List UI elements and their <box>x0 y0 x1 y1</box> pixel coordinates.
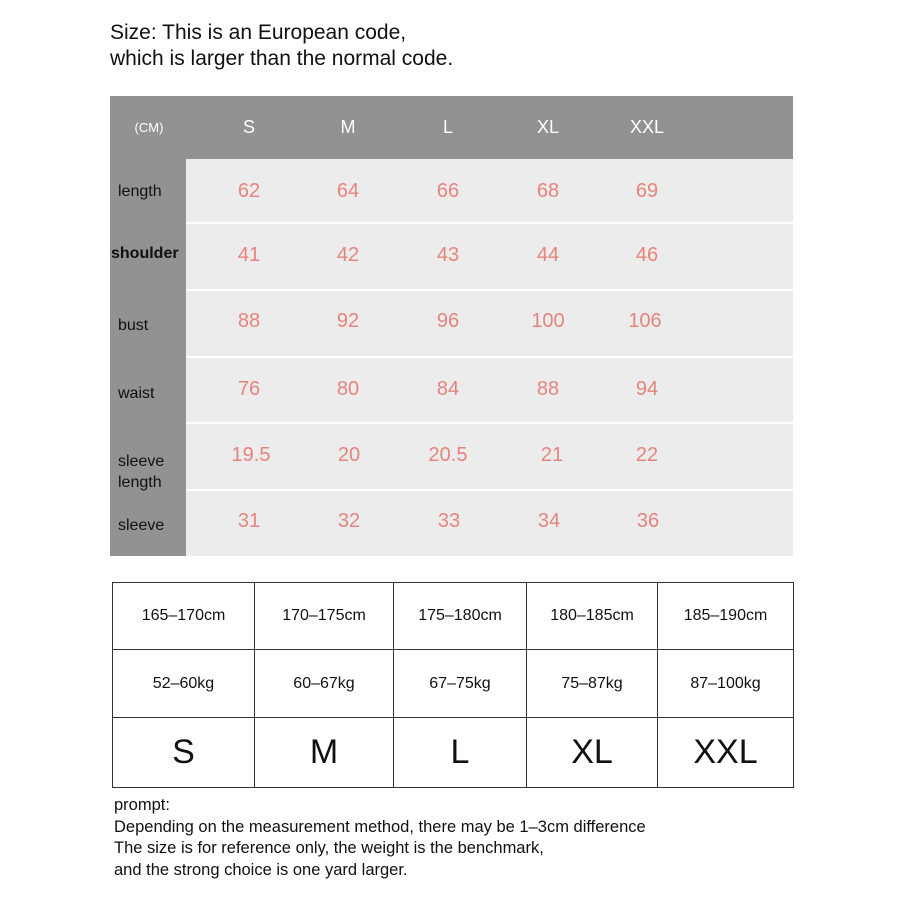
value-bust-xl: 100 <box>531 310 565 332</box>
value-bust-s: 88 <box>237 310 261 332</box>
height-range-xxl: 185–190cm <box>658 583 794 650</box>
prompt-line-2: The size is for reference only, the weight is the benchmark, <box>114 839 544 857</box>
value-sleeve-length-m: 20 <box>337 444 361 466</box>
value-bust-l: 96 <box>436 310 460 332</box>
value-sleeve-m: 32 <box>337 510 361 532</box>
weight-row <box>113 650 794 718</box>
unit-label: (CM) <box>134 120 164 135</box>
value-waist-s: 76 <box>237 378 261 400</box>
prompt-line-3: and the strong choice is one yard larger. <box>114 860 408 879</box>
value-length-s: 62 <box>237 180 261 202</box>
size-header-xl: XL <box>536 117 560 137</box>
size-header-m: M <box>340 117 356 137</box>
weight-range-s: 52–60kg <box>113 650 255 718</box>
value-sleeve-xl: 34 <box>537 510 561 532</box>
row-label-waist: waist <box>118 385 155 402</box>
size-guide-table <box>112 582 794 788</box>
value-waist-xxl: 94 <box>635 378 659 400</box>
value-bust-xxl: 106 <box>628 310 662 332</box>
guide-size-l: L <box>394 718 527 788</box>
weight-range-l: 67–75kg <box>394 650 527 718</box>
height-range-m: 170–175cm <box>255 583 394 650</box>
prompt-note <box>114 795 646 881</box>
row-divider <box>186 289 793 291</box>
value-shoulder-s: 41 <box>237 244 261 266</box>
row-divider <box>186 489 793 491</box>
value-length-xl: 68 <box>536 180 560 202</box>
height-range-xl: 180–185cm <box>527 583 658 650</box>
measurement-label-column <box>110 159 186 556</box>
value-sleeve-length-s: 19.5 <box>231 444 271 466</box>
size-row <box>113 718 794 788</box>
row-divider <box>186 422 793 424</box>
row-label-sleeve: sleeve <box>118 517 165 534</box>
row-label-length: length <box>118 183 162 200</box>
guide-size-m: M <box>255 718 394 788</box>
size-header-l: L <box>442 117 453 137</box>
size-note-line-2: which is larger than the normal code. <box>110 47 454 70</box>
guide-size-xl: XL <box>527 718 658 788</box>
row-label-sleeve-length: sleeve length <box>118 453 165 491</box>
size-header-xxl: XXL <box>629 117 665 137</box>
value-shoulder-xxl: 46 <box>635 244 659 266</box>
value-sleeve-length-xl: 21 <box>540 444 564 466</box>
weight-range-m: 60–67kg <box>255 650 394 718</box>
size-note-line-1: Size: This is an European code, <box>110 21 407 44</box>
weight-range-xl: 75–87kg <box>527 650 658 718</box>
value-waist-xl: 88 <box>536 378 560 400</box>
row-label-shoulder: shoulder <box>111 245 179 262</box>
size-note <box>110 20 453 72</box>
value-length-m: 64 <box>336 180 360 202</box>
measurement-table <box>110 96 793 556</box>
prompt-heading: prompt: <box>114 796 170 814</box>
row-divider <box>186 222 793 224</box>
value-sleeve-l: 33 <box>437 510 461 532</box>
row-label-bust: bust <box>118 317 149 334</box>
value-shoulder-m: 42 <box>336 244 360 266</box>
height-range-s: 165–170cm <box>113 583 255 650</box>
value-sleeve-length-l: 20.5 <box>428 444 468 466</box>
value-length-l: 66 <box>436 180 460 202</box>
height-range-l: 175–180cm <box>394 583 527 650</box>
guide-size-xxl: XXL <box>658 718 794 788</box>
row-divider <box>186 356 793 358</box>
value-sleeve-xxl: 36 <box>636 510 660 532</box>
weight-range-xxl: 87–100kg <box>658 650 794 718</box>
value-sleeve-s: 31 <box>237 510 261 532</box>
value-bust-m: 92 <box>336 310 360 332</box>
value-sleeve-length-xxl: 22 <box>635 444 659 466</box>
height-row <box>113 583 794 650</box>
value-length-xxl: 69 <box>635 180 659 202</box>
guide-size-s: S <box>113 718 255 788</box>
value-shoulder-xl: 44 <box>536 244 560 266</box>
prompt-line-1: Depending on the measurement method, there may be 1–3cm difference <box>114 817 646 836</box>
value-shoulder-l: 43 <box>436 244 460 266</box>
value-waist-m: 80 <box>336 378 360 400</box>
value-waist-l: 84 <box>436 378 460 400</box>
size-header-s: S <box>242 117 255 137</box>
